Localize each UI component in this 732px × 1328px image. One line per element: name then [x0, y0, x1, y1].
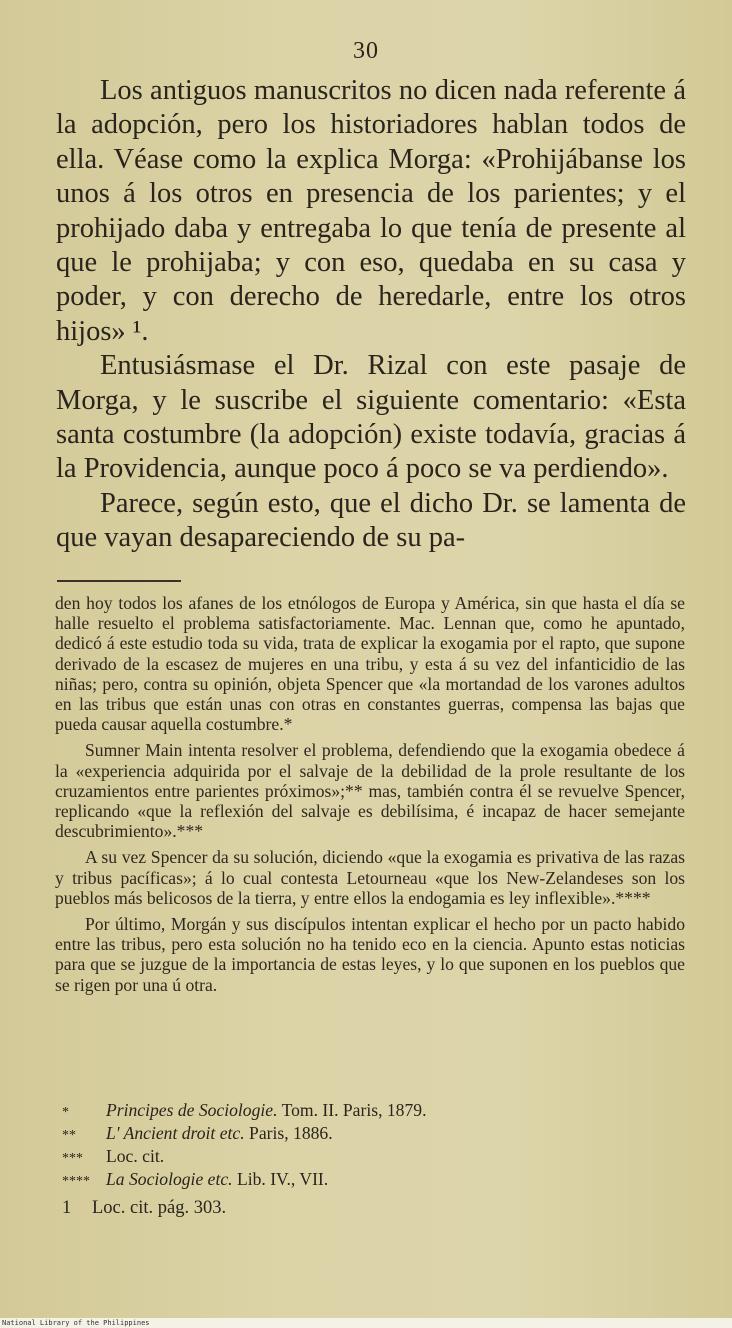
main-paragraph-1: Los antiguos manuscritos no dicen nada referente á la adopción, pero los historiadores hablan todos de ella. Véase como la explica Morga: «Prohijábanse los unos á los otros en presencia de los parientes; y el prohijado daba y entregaba lo que tenía de presente al que le prohijaba; y con eso, quedaba en su casa y poder, y con derecho de heredarle, entre los otros hijos» ¹.	[56, 75, 686, 347]
reference-mark: **	[62, 1128, 76, 1143]
reference-list	[62, 1100, 662, 1219]
reference-title: La Sociologie etc.	[106, 1169, 233, 1189]
reference-mark: ***	[62, 1151, 83, 1166]
footnote-paragraph-4: Por último, Morgán y sus discípulos intentan explicar el hecho por un pacto habido entre las tribus, pero esta solución no ha tenido eco en la ciencia. Apunto estas noticias para que se juzgue de la importancia de estas leyes, y lo que suponen en los pueblos que se rigen por una ú otra.	[55, 914, 685, 995]
library-credit: National Library of the Philippines	[2, 1319, 150, 1327]
page-number: 30	[353, 38, 379, 64]
reference-item	[62, 1100, 662, 1123]
numbered-note	[62, 1198, 662, 1219]
main-paragraph-3: Parece, según esto, que el dicho Dr. se lamenta de que vayan desapareciendo de su pa-	[56, 487, 686, 554]
footnote-paragraph-3: A su vez Spencer da su solución, diciendo «que la exogamia es privativa de las razas y tribus pacíficas»; á lo cual contesta Letourneau «que los New-Zelandeses son los pueblos más belicosos de la tierra, y entre ellos la endogamia es ley inflexible».****	[55, 847, 685, 908]
reference-details: Lib. IV., VII.	[232, 1169, 329, 1189]
reference-title: L' Ancient droit etc.	[106, 1123, 245, 1143]
reference-title: Principes de Sociologie.	[106, 1100, 278, 1120]
note-text: Loc. cit. pág. 303.	[92, 1198, 227, 1218]
main-paragraph-2: Entusiásmase el Dr. Rizal con este pasaje de Morga, y le suscribe el siguiente comentario: «Esta santa costumbre (la adopción) existe todavía, gracias á la Providencia, aunque poco á poco se va perdiendo».	[56, 350, 686, 485]
reference-item	[62, 1169, 662, 1192]
reference-details: Loc. cit.	[106, 1146, 165, 1166]
note-number: 1	[62, 1198, 72, 1218]
reference-mark: *	[62, 1105, 69, 1120]
reference-details: Paris, 1886.	[244, 1123, 333, 1143]
footnote-paragraph-1: den hoy todos los afanes de los etnólogos de Europa y América, sin que hasta el día se halle resuelto el problema satisfactoriamente. Mac. Lennan que, como he apuntado, dedicó á este estudio toda su vida, trata de explicar la exogamia por el rapto, que supone derivado de la escasez de mujeres en una tribu, y esta á su vez del infanticidio de las niñas; pero, contra su opinión, objeta Spencer que «la mortandad de los varones adultos en las tribus que están unas con otras en constantes guerras, compensa las bajas que pueda causar aquella costumbre.*	[55, 593, 685, 735]
reference-mark: ****	[62, 1174, 90, 1189]
main-text	[56, 74, 686, 556]
footnotes	[55, 593, 685, 1001]
reference-item	[62, 1123, 662, 1146]
reference-details: Tom. II. Paris, 1879.	[277, 1100, 427, 1120]
footnote-paragraph-2: Sumner Main intenta resolver el problema, defendiendo que la exogamia obedece á la «experiencia adquirida por el salvaje de la debilidad de la prole resultante de los cruzamientos entre parientes próximos»;** mas, también contra él se revuelve Spencer, replicando «que la reflexión del salvaje es debilísima, é incapaz de hacer semejante descubrimiento».***	[55, 740, 685, 842]
reference-item	[62, 1146, 662, 1169]
footnote-divider	[57, 580, 181, 582]
